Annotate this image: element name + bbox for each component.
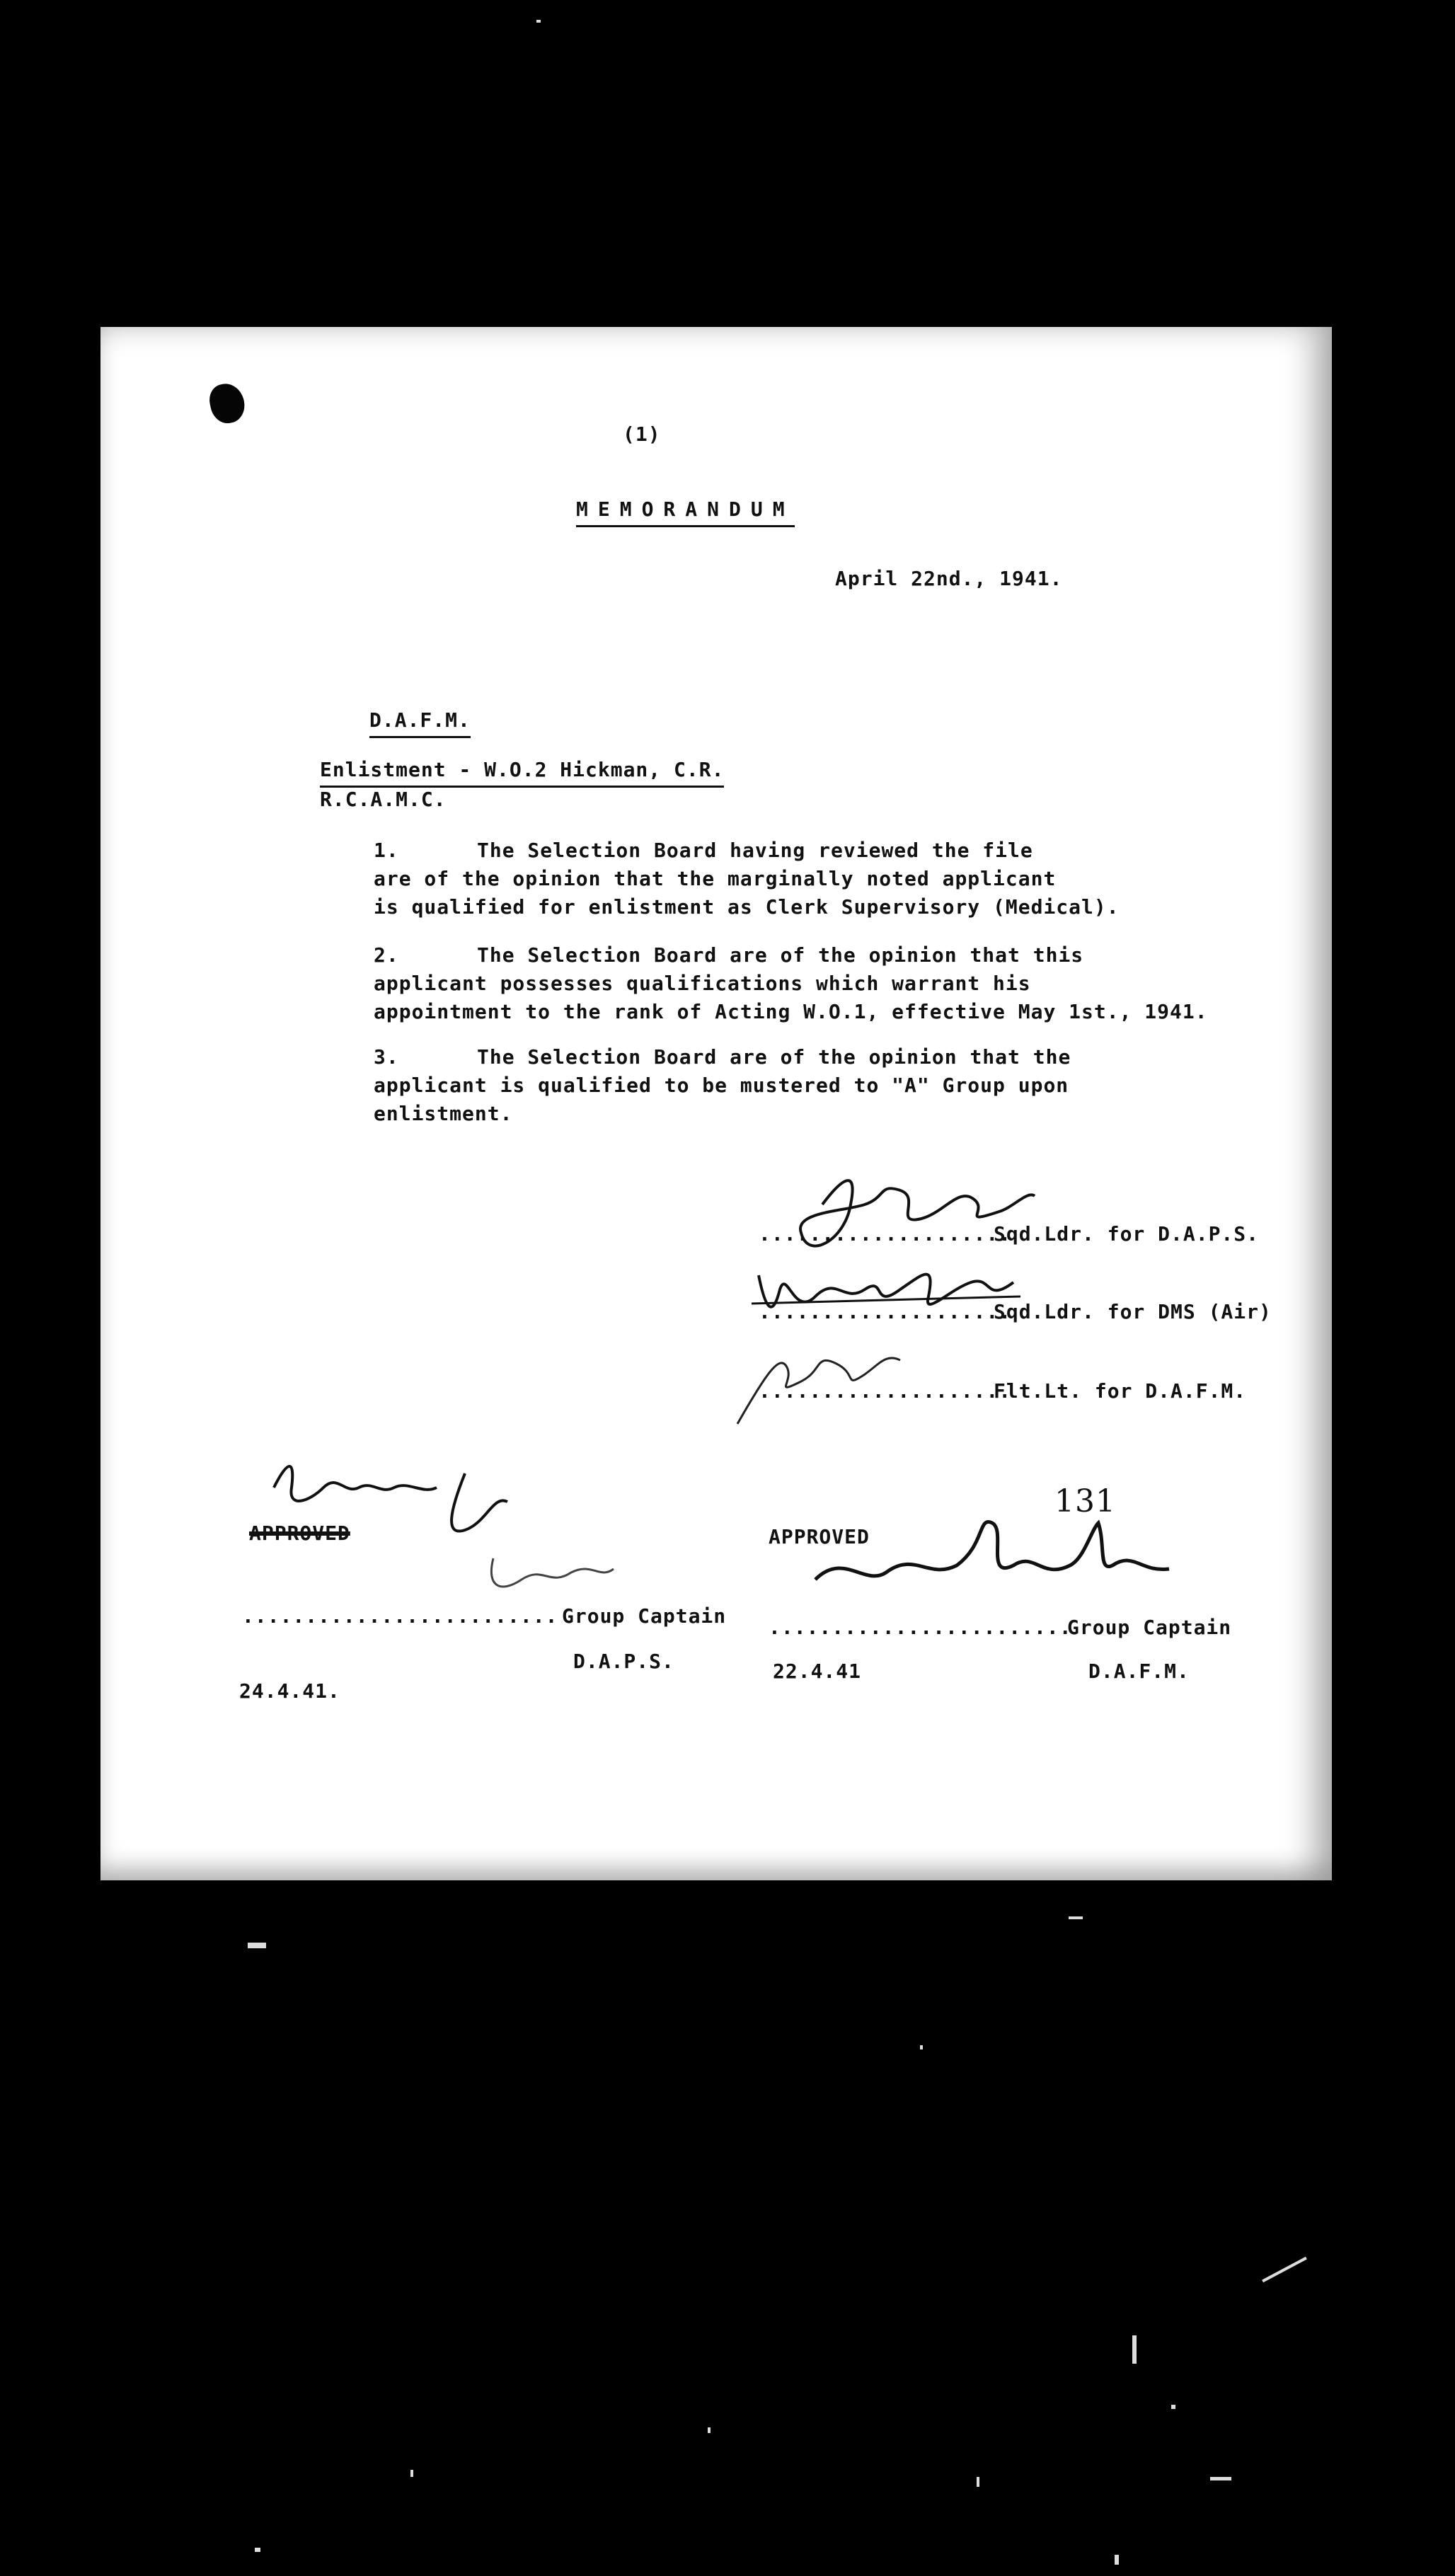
scan-speck: [1115, 2555, 1119, 2565]
signature-dots: ....................: [759, 1222, 1012, 1246]
subject-line: Enlistment - W.O.2 Hickman, C.R.: [320, 756, 724, 788]
paragraph-3-line-2: applicant is qualified to be mustered to "A" Group upon: [374, 1074, 1069, 1097]
memo-date: April 22nd., 1941.: [835, 567, 1063, 590]
signatory-daps: Sqd.Ldr. for D.A.P.S.: [994, 1222, 1260, 1246]
left-signature-dots: .........................: [242, 1604, 558, 1628]
right-title: Group Captain: [1067, 1616, 1232, 1639]
paragraph-1-line-2: are of the opinion that the marginally noted applicant: [374, 867, 1057, 890]
right-annotation: 131: [1054, 1483, 1116, 1519]
paragraph-1-number: 1.: [374, 839, 399, 862]
scan-speck: [1210, 2477, 1231, 2480]
signatory-dafm: Flt.Lt. for D.A.F.M.: [994, 1379, 1247, 1403]
paragraph-2-line-1: The Selection Board are of the opinion that this: [477, 943, 1084, 967]
memo-page: [100, 327, 1332, 1880]
scan-speck: [1171, 2405, 1175, 2409]
left-title: Group Captain: [562, 1604, 727, 1628]
signature-squiggle-1: [780, 1162, 1077, 1268]
signature-dots: ....................: [759, 1300, 1012, 1323]
scan-speck: [1132, 2335, 1137, 2364]
page-number: (1): [623, 422, 661, 446]
right-dept: D.A.F.M.: [1088, 1660, 1190, 1683]
paragraph-3-line-1: The Selection Board are of the opinion that the: [477, 1045, 1071, 1069]
paragraph-2-line-3: appointment to the rank of Acting W.O.1, effective May 1st., 1941.: [374, 1000, 1208, 1023]
right-signature-dots: ........................: [769, 1616, 1072, 1639]
left-struck-word: APPROVED: [249, 1522, 350, 1545]
scan-speck: [920, 2045, 923, 2049]
right-signature: [801, 1502, 1197, 1608]
left-date: 24.4.41.: [239, 1679, 340, 1703]
signatory-dms: Sqd.Ldr. for DMS (Air): [994, 1300, 1272, 1323]
scan-speck: [248, 1943, 266, 1948]
paragraph-1-line-3: is qualified for enlistment as Clerk Supervisory (Medical).: [374, 895, 1120, 919]
scan-speck: [536, 20, 541, 23]
scan-speck: [255, 2548, 260, 2552]
ink-blot: [207, 381, 248, 427]
scan-speck: [410, 2470, 413, 2477]
paragraph-2-number: 2.: [374, 943, 399, 967]
left-dept: D.A.P.S.: [573, 1650, 674, 1673]
memo-heading: MEMORANDUM: [576, 495, 795, 527]
subject-corps: R.C.A.M.C.: [320, 788, 447, 811]
scan-speck: [708, 2427, 711, 2433]
paragraph-3-line-3: enlistment.: [374, 1102, 513, 1125]
memo-addressee: D.A.F.M.: [369, 706, 471, 738]
scan-speck: [1069, 1916, 1083, 1919]
right-approved-stamp: APPROVED: [769, 1525, 870, 1548]
paragraph-2-line-2: applicant possesses qualifications which warrant his: [374, 972, 1031, 995]
paragraph-1-line-1: The Selection Board having reviewed the file: [477, 839, 1033, 862]
signature-dots: ....................: [759, 1379, 1012, 1403]
right-date: 22.4.41: [773, 1660, 862, 1683]
scan-speck: [977, 2477, 979, 2487]
paragraph-3-number: 3.: [374, 1045, 399, 1069]
